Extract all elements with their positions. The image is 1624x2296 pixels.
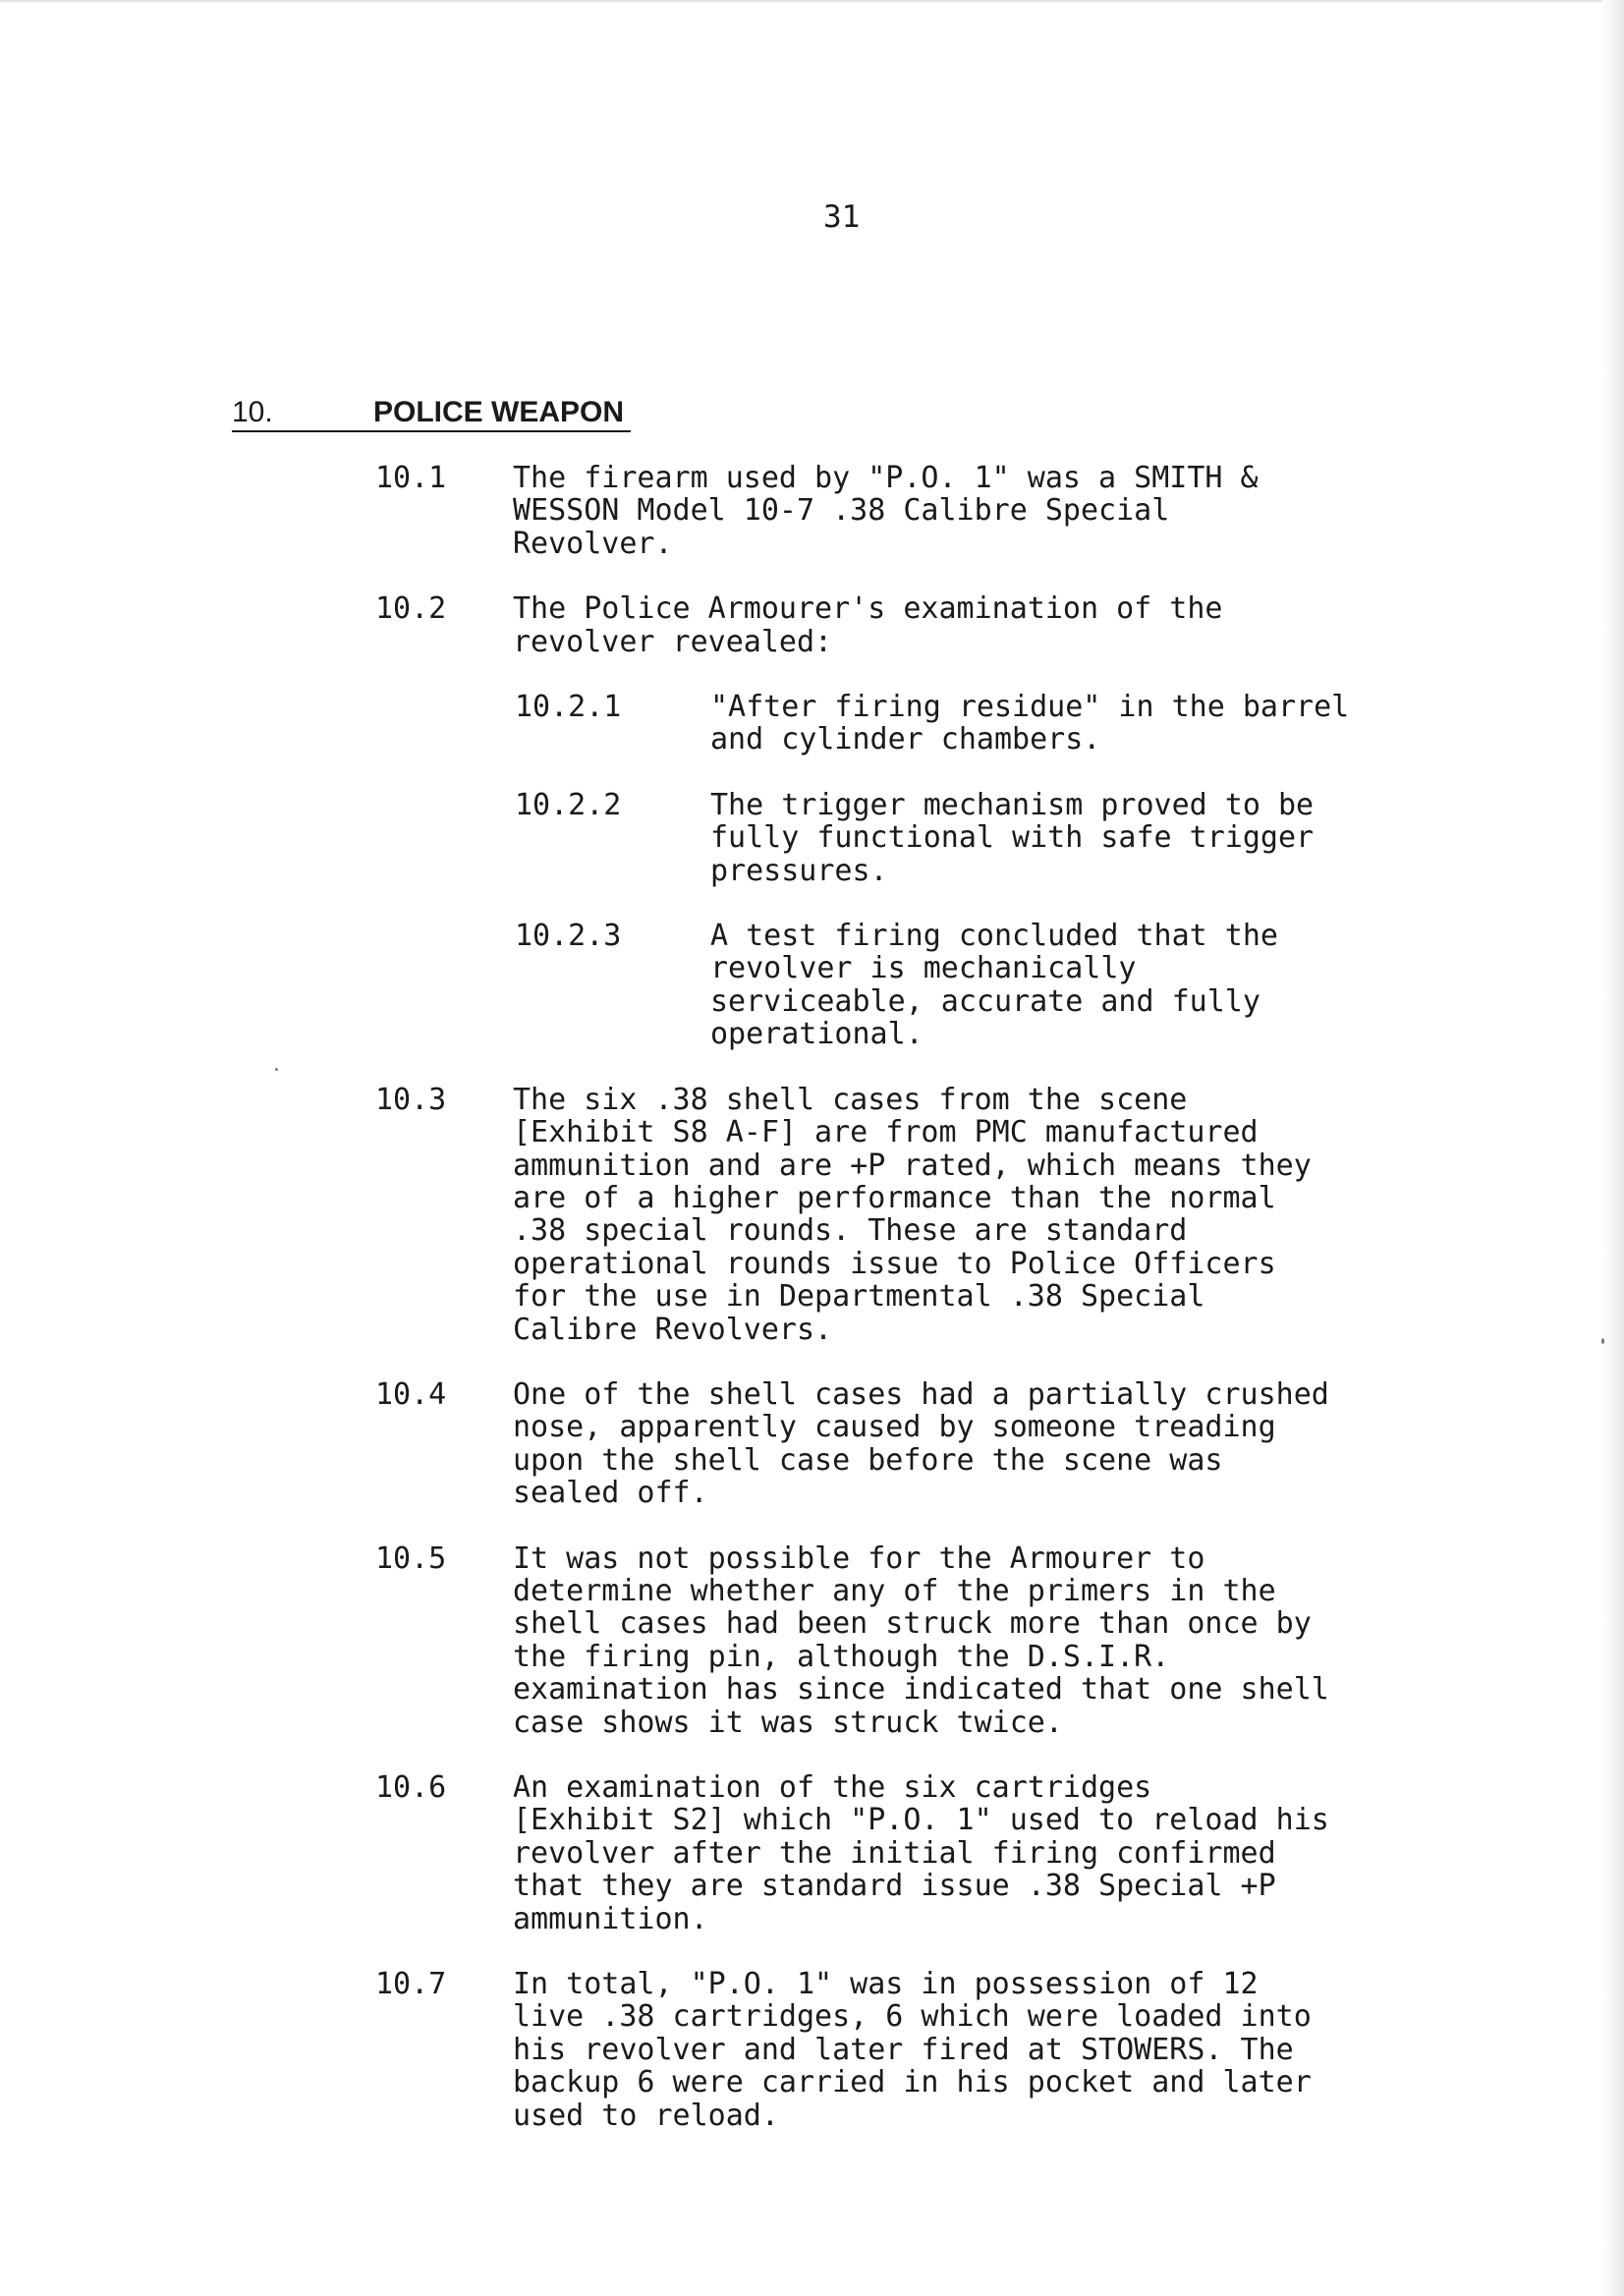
scan-speck xyxy=(1601,1338,1604,1344)
paragraph-10-2 xyxy=(0,592,1624,658)
subparagraph-10-2-1 xyxy=(0,691,1624,756)
paragraph-10-5 xyxy=(0,1542,1624,1739)
paragraph-text: It was not possible for the Armourer to determine whether any of the primers in the shell cases had been struck more than once by the firing pin, although the D.S.I.R. examination has since indicated that one shell case shows it was struck twice. xyxy=(513,1540,1329,1740)
paragraph-text: One of the shell cases had a partially crushed nose, apparently caused by someone treading upon the shell case before the scene was sealed off. xyxy=(513,1376,1329,1511)
subparagraph-number: 10.2.3 xyxy=(515,919,622,954)
paragraph-text: The six .38 shell cases from the scene [Exhibit S8 A-F] are from PMC manufactured ammunition and are +P rated, which means they are of a higher performance than the normal .38 special rounds. These are standard operational rounds issue to Police Officers for the use in Departmental .38 Special Calibre Revolvers. xyxy=(513,1082,1312,1347)
paragraph-number: 10.7 xyxy=(375,1967,447,2002)
paragraph-text: An examination of the six cartridges [Exhibit S2] which "P.O. 1" used to reload his revolver after the initial firing confirmed that they are standard issue .38 Special +P ammunition. xyxy=(513,1770,1329,1936)
paragraph-text: In total, "P.O. 1" was in possession of 12 live .38 cartridges, 6 which were loaded into his revolver and later fired at STOWERS. The backup 6 were carried in his pocket and later used to reload. xyxy=(513,1967,1312,2133)
paragraph-number: 10.5 xyxy=(375,1540,447,1576)
paragraph-list xyxy=(0,462,1624,2132)
section-number: 10. xyxy=(232,396,273,428)
subparagraph-10-2-3 xyxy=(0,920,1624,1051)
paragraph-10-7 xyxy=(0,1968,1624,2132)
paragraph-number: 10.1 xyxy=(375,461,447,495)
paragraph-text: The firearm used by "P.O. 1" was a SMITH & WESSON Model 10-7 .38 Calibre Special Revolver. xyxy=(513,461,1259,561)
paragraph-10-6 xyxy=(0,1771,1624,1935)
section-heading xyxy=(232,396,631,432)
page-number: 31 xyxy=(823,199,861,235)
paragraph-number: 10.4 xyxy=(375,1376,447,1412)
paragraph-number: 10.6 xyxy=(375,1770,447,1805)
subparagraph-number: 10.2.1 xyxy=(515,690,622,725)
subparagraph-text: "After firing residue" in the barrel and cylinder chambers. xyxy=(710,690,1350,757)
paragraph-10-1 xyxy=(0,462,1624,560)
subparagraph-number: 10.2.2 xyxy=(515,787,622,822)
section-title: POLICE WEAPON xyxy=(373,396,625,428)
paragraph-10-4 xyxy=(0,1378,1624,1510)
scan-speck xyxy=(275,1068,278,1071)
paragraph-number: 10.2 xyxy=(375,591,447,627)
paragraph-number: 10.3 xyxy=(375,1082,447,1117)
subparagraph-text: The trigger mechanism proved to be fully functional with safe trigger pressures. xyxy=(710,787,1315,888)
paragraph-10-3 xyxy=(0,1084,1624,1346)
subparagraph-text: A test firing concluded that the revolver is mechanically serviceable, accurate and fully operational. xyxy=(710,919,1278,1052)
paragraph-text: The Police Armourer's examination of the revolver revealed: xyxy=(513,591,1223,659)
subparagraph-10-2-2 xyxy=(0,789,1624,887)
page-top-edge xyxy=(0,0,1624,3)
